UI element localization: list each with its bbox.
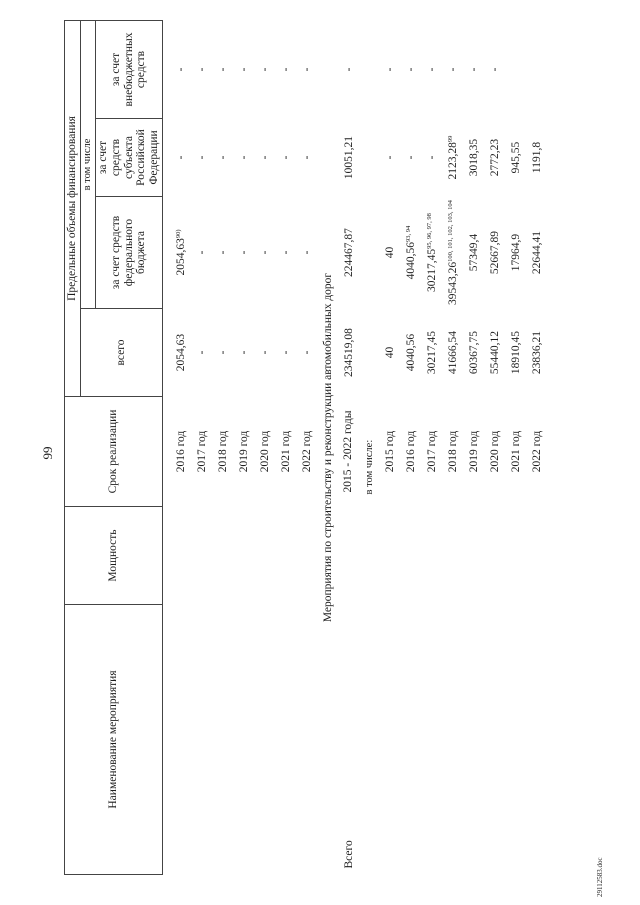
header-regional: за счет средств субъекта Российской Федерации — [95, 119, 162, 197]
cell-federal-value: 39543,26 — [446, 261, 459, 305]
cell-total-value: - — [237, 350, 250, 355]
cell-federal-value: 40 — [383, 246, 396, 259]
cell-total-value: - — [195, 350, 208, 355]
cell-total — [380, 309, 401, 397]
cell-period: 2020 год — [258, 430, 271, 473]
cell-extrabudget-value: - — [383, 67, 396, 72]
cell-name — [297, 605, 318, 875]
cell-federal — [255, 197, 276, 309]
table-row — [485, 21, 506, 875]
summary-period: 2015 - 2022 годы — [341, 410, 354, 493]
cell-federal — [234, 197, 255, 309]
cell-federal — [422, 197, 443, 309]
cell-capacity — [234, 507, 255, 605]
cell-regional — [192, 119, 213, 197]
cell-total — [234, 309, 255, 397]
header-period: Срок реализации — [65, 397, 163, 507]
header-including: в том числе — [81, 21, 96, 309]
header-federal: за счет средств федерального бюджета — [95, 197, 162, 309]
header-total: всего — [81, 309, 163, 397]
cell-total — [297, 309, 318, 397]
cell-capacity — [464, 507, 485, 605]
including-label: в том числе: — [363, 439, 375, 495]
cell-period: 2020 год — [488, 430, 501, 473]
cell-federal — [380, 197, 401, 309]
cell-extrabudget — [192, 21, 213, 119]
cell-regional — [297, 119, 318, 197]
cell-federal-value: - — [195, 250, 208, 255]
cell-extrabudget — [171, 21, 192, 119]
cell-regional — [380, 119, 401, 197]
cell-federal-value: - — [237, 250, 250, 255]
document-reference: 29112583.doc — [596, 857, 604, 897]
cell-federal — [297, 197, 318, 309]
cell-period: 2019 год — [237, 430, 250, 473]
cell-federal — [192, 197, 213, 309]
cell-regional-value: - — [279, 155, 292, 160]
cell-capacity — [255, 507, 276, 605]
cell-name — [380, 605, 401, 875]
cell-name — [255, 605, 276, 875]
cell-period: 2018 год — [446, 430, 459, 473]
table-row — [401, 21, 422, 875]
cell-capacity — [276, 507, 297, 605]
cell-total-value: 18910,45 — [509, 330, 522, 375]
table-row — [234, 21, 255, 875]
cell-name — [401, 605, 422, 875]
table-row — [506, 21, 527, 875]
cell-regional — [255, 119, 276, 197]
table-row — [380, 21, 401, 875]
cell-extrabudget-value: - — [425, 67, 438, 72]
cell-period: 2019 год — [467, 430, 480, 473]
header-financing: Предельные объемы финансирования — [65, 21, 81, 397]
cell-extrabudget-value: - — [174, 67, 187, 72]
cell-regional — [422, 119, 443, 197]
table-row — [443, 21, 464, 875]
cell-total — [213, 309, 234, 397]
cell-extrabudget — [443, 21, 464, 119]
cell-regional-value: 2772,23 — [488, 138, 501, 177]
cell-federal-value: - — [216, 250, 229, 255]
cell-regional — [485, 119, 506, 197]
cell-name — [485, 605, 506, 875]
cell-capacity — [401, 507, 422, 605]
summary-federal: 224467,87 — [342, 228, 355, 277]
cell-extrabudget-value: - — [467, 67, 480, 72]
summary-total: 234519,08 — [342, 328, 355, 377]
summary-row — [339, 21, 359, 875]
cell-federal-footnote: 93, 94 — [404, 225, 412, 242]
cell-name — [464, 605, 485, 875]
cell-total-value: 2054,63 — [174, 333, 187, 372]
cell-regional — [213, 119, 234, 197]
cell-regional — [527, 119, 548, 197]
cell-regional-value: 2123,28 — [446, 142, 459, 180]
cell-regional-value: - — [258, 155, 271, 160]
cell-federal-value: - — [258, 250, 271, 255]
cell-total-value: - — [216, 350, 229, 355]
cell-extrabudget-value: - — [279, 67, 292, 72]
spacer-row — [163, 21, 171, 875]
cell-federal-footnote: 90) — [174, 229, 182, 239]
cell-total-value: 41666,54 — [446, 330, 459, 375]
section-row — [318, 21, 339, 875]
cell-extrabudget-value: - — [237, 67, 250, 72]
summary-capacity — [339, 507, 359, 605]
cell-total-value: - — [279, 350, 292, 355]
cell-regional — [464, 119, 485, 197]
summary-extrabudget: - — [342, 67, 355, 72]
cell-total — [443, 309, 464, 397]
cell-period: 2021 год — [279, 430, 292, 473]
cell-federal-value: 52667,89 — [488, 230, 501, 275]
cell-regional-value: - — [383, 155, 396, 160]
cell-total-value: 60367,75 — [467, 330, 480, 375]
summary-name: Всего — [342, 840, 355, 869]
cell-extrabudget — [527, 21, 548, 119]
table-row — [297, 21, 318, 875]
cell-total — [527, 309, 548, 397]
cell-name — [506, 605, 527, 875]
cell-capacity — [506, 507, 527, 605]
table-row — [213, 21, 234, 875]
cell-federal — [506, 197, 527, 309]
cell-name — [443, 605, 464, 875]
cell-federal — [485, 197, 506, 309]
summary-regional: 10051,21 — [342, 135, 355, 180]
cell-capacity — [527, 507, 548, 605]
cell-extrabudget — [506, 21, 527, 119]
header-capacity: Мощность — [65, 507, 163, 605]
cell-period: 2022 год — [300, 430, 313, 473]
cell-regional-footnote: 99 — [446, 135, 454, 143]
cell-federal — [527, 197, 548, 309]
cell-extrabudget-value: - — [446, 67, 459, 72]
cell-extrabudget-value: - — [488, 67, 501, 72]
cell-name — [422, 605, 443, 875]
cell-capacity — [443, 507, 464, 605]
cell-extrabudget — [401, 21, 422, 119]
cell-name — [276, 605, 297, 875]
cell-total-value: 30217,45 — [425, 330, 438, 375]
cell-regional-value: 1191,8 — [530, 141, 543, 174]
cell-total — [255, 309, 276, 397]
cell-federal — [443, 197, 464, 309]
cell-total — [192, 309, 213, 397]
cell-total — [485, 309, 506, 397]
cell-total-value: - — [300, 350, 313, 355]
table-row — [276, 21, 297, 875]
table-body — [163, 21, 548, 875]
cell-total-value: 4040,56 — [404, 333, 417, 372]
cell-capacity — [485, 507, 506, 605]
cell-regional — [234, 119, 255, 197]
cell-federal — [171, 197, 192, 309]
cell-federal — [213, 197, 234, 309]
cell-extrabudget — [464, 21, 485, 119]
page-number: 99 — [40, 446, 55, 460]
cell-regional — [401, 119, 422, 197]
cell-total-value: - — [258, 350, 271, 355]
cell-federal-value: 4040,56 — [404, 241, 417, 280]
cell-regional-value: 945,55 — [509, 141, 522, 174]
cell-capacity — [192, 507, 213, 605]
cell-total — [401, 309, 422, 397]
cell-regional-value: - — [300, 155, 313, 160]
cell-total — [276, 309, 297, 397]
cell-federal-value: 22644,41 — [530, 230, 543, 275]
cell-regional-value: - — [425, 155, 438, 160]
cell-regional-value: - — [237, 155, 250, 160]
cell-extrabudget — [255, 21, 276, 119]
cell-name — [527, 605, 548, 875]
cell-regional-value: - — [404, 155, 417, 160]
cell-federal-footnote: 95, 96, 97, 98 — [425, 213, 433, 249]
cell-period: 2021 год — [509, 430, 522, 473]
cell-period: 2022 год — [530, 430, 543, 473]
cell-total-value: 23836,21 — [530, 330, 543, 375]
cell-federal-footnote: 100, 101, 102, 103, 104 — [446, 200, 454, 262]
cell-regional — [171, 119, 192, 197]
header-name: Наименование мероприятия — [65, 605, 163, 875]
cell-extrabudget — [213, 21, 234, 119]
cell-name — [171, 605, 192, 875]
cell-capacity — [422, 507, 443, 605]
cell-capacity — [297, 507, 318, 605]
cell-name — [359, 605, 380, 875]
cell-federal — [401, 197, 422, 309]
financing-table — [64, 20, 548, 875]
cell-extrabudget — [380, 21, 401, 119]
cell-federal-value: - — [279, 250, 292, 255]
cell-period: 2015 год — [383, 430, 396, 473]
cell-capacity — [171, 507, 192, 605]
cell-period: 2017 год — [195, 430, 208, 473]
cell-total — [422, 309, 443, 397]
cell-regional — [276, 119, 297, 197]
table-row — [171, 21, 192, 875]
cell-period: 2018 год — [216, 430, 229, 473]
cell-extrabudget-value: - — [216, 67, 229, 72]
table-row — [255, 21, 276, 875]
section-title: Мероприятия по строительству и реконструкции автомобильных дорог — [321, 272, 334, 623]
cell-extrabudget — [422, 21, 443, 119]
cell-federal-value: 2054,63 — [174, 238, 187, 276]
cell-period: 2017 год — [425, 430, 438, 473]
table-row — [422, 21, 443, 875]
cell-extrabudget-value: - — [300, 67, 313, 72]
cell-extrabudget — [297, 21, 318, 119]
cell-name — [192, 605, 213, 875]
cell-capacity — [380, 507, 401, 605]
table-header — [65, 21, 163, 875]
cell-regional-value: - — [174, 155, 187, 160]
cell-total — [171, 309, 192, 397]
header-extrabudget: за счет внебюджетных средств — [95, 21, 162, 119]
cell-federal-value: 57349,4 — [467, 233, 480, 272]
table-row — [464, 21, 485, 875]
cell-extrabudget-value: - — [404, 67, 417, 72]
cell-total-value: 55440,12 — [488, 330, 501, 375]
cell-period: 2016 год — [174, 430, 187, 473]
cell-federal-value: 17964,9 — [509, 233, 522, 272]
cell-total — [506, 309, 527, 397]
cell-regional-value: 3018,35 — [467, 138, 480, 177]
cell-regional — [506, 119, 527, 197]
cell-total-value: 40 — [383, 346, 396, 359]
table-row — [527, 21, 548, 875]
cell-federal-value: - — [300, 250, 313, 255]
cell-federal — [276, 197, 297, 309]
table-row — [192, 21, 213, 875]
cell-regional — [443, 119, 464, 197]
cell-name — [213, 605, 234, 875]
cell-capacity — [213, 507, 234, 605]
cell-extrabudget-value: - — [258, 67, 271, 72]
cell-regional-value: - — [216, 155, 229, 160]
including-row — [359, 21, 380, 875]
cell-regional-value: - — [195, 155, 208, 160]
cell-period: 2016 год — [404, 430, 417, 473]
cell-total — [464, 309, 485, 397]
cell-name — [234, 605, 255, 875]
cell-extrabudget — [234, 21, 255, 119]
cell-extrabudget-value: - — [195, 67, 208, 72]
cell-federal — [464, 197, 485, 309]
cell-federal-value: 30217,45 — [425, 248, 438, 292]
cell-capacity — [359, 507, 380, 605]
cell-extrabudget — [485, 21, 506, 119]
cell-extrabudget — [276, 21, 297, 119]
